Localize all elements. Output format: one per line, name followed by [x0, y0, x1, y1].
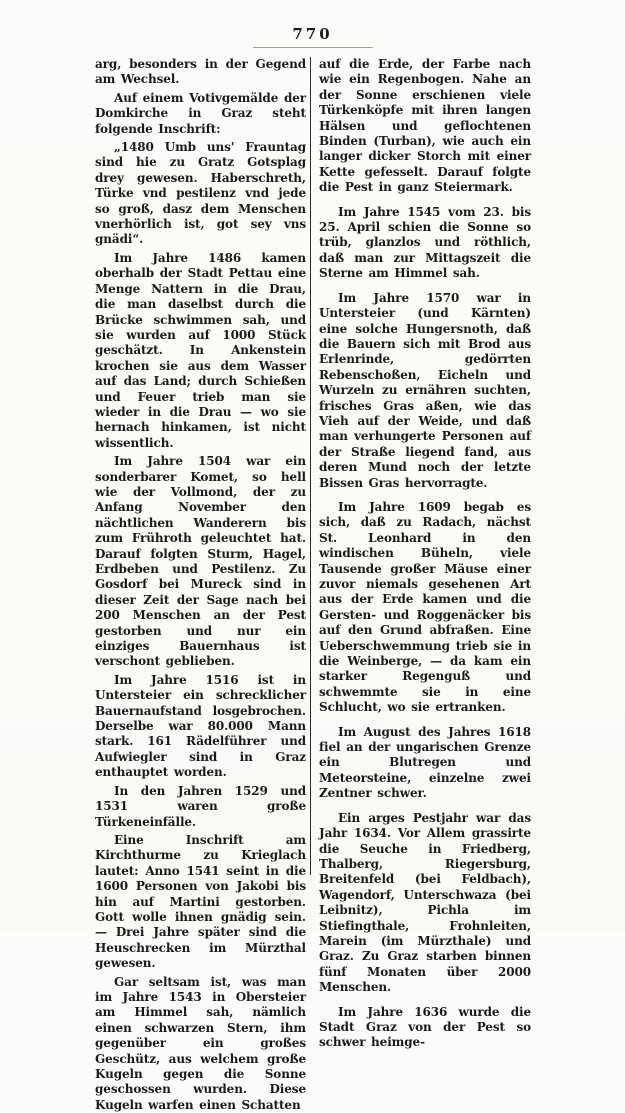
paragraph: arg, besonders in der Gegend am Wechsel. — [95, 57, 306, 87]
paragraph: Im August des Jahres 1618 fiel an der ungarischen Grenze ein Blutregen und Meteorsteine, einzelne zwei Zentner schwer. — [319, 724, 531, 801]
column-left — [95, 57, 306, 1113]
paragraph: Im Jahre 1516 ist in Untersteier ein schrecklicher Bauernaufstand losgebrochen. Derselbe war 80.000 Mann stark. 161 Rädelführer und Aufwiegler sind in Graz enthauptet worden. — [95, 672, 306, 780]
paragraph: In den Jahren 1529 und 1531 waren große Türkeneinfälle. — [95, 783, 306, 829]
column-right — [319, 57, 531, 1051]
paragraph: Im Jahre 1486 kamen oberhalb der Stadt Pettau eine Menge Nattern in die Drau, die man daselbst durch die Brücke schwimmen sah, und sie wurden auf 1000 Stück geschätzt. In Ankenstein krochen sie aus dem Wasser auf das Land; durch Schießen und Feuer trieb man sie wieder in die Drau — wo sie hernach hinkamen, ist nicht wissentlich. — [95, 250, 306, 450]
paragraph: Gar seltsam ist, was man im Jahre 1543 in Obersteier am Himmel sah, nämlich einen schwarzen Stern, ihm gegenüber ein großes Geschütz, aus welchem große Kugeln gegen die Sonne geschossen wurden. Diese Kugeln warfen einen Schatten — [95, 974, 306, 1112]
page-header — [0, 24, 625, 43]
paragraph: Ein arges Pestjahr war das Jahr 1634. Vor Allem grassirte die Seuche in Friedberg, Thalberg, Riegersburg, Breitenfeld (bei Feldbach), Wagendorf, Unterschwaza (bei Leibnitz), Pichla im Stiefingthale, Frohnleiten, Marein (im Mürzthale) und Graz. Zu Graz starben binnen fünf Monaten über 2000 Menschen. — [319, 810, 531, 995]
paragraph: Im Jahre 1609 begab es sich, daß zu Radach, nächst St. Leonhard in den windischen Büheln, viele Tausende großer Mäuse einer zuvor niemals gesehenen Art aus der Erde kamen und die Gersten- und Roggenäcker bis auf den Grund abfraßen. Eine Ueberschwemmung trieb sie in die Weinberge, — da kam ein starker Regenguß und schwemmte sie in eine Schlucht, wo sie ertranken. — [319, 499, 531, 715]
paragraph: Im Jahre 1570 war in Untersteier (und Kärnten) eine solche Hungersnoth, daß die Bauern sich mit Brod aus Erlenrinde, gedörrten Rebenschoßen, Eicheln und Wurzeln zu ernähren suchten, frisches Gras aßen, wie das Vieh auf der Weide, und daß man verhungerte Personen auf der Straße liegend fand, aus deren Mund noch der letzte Bissen Gras hervorragte. — [319, 290, 531, 490]
paragraph: Im Jahre 1636 wurde die Stadt Graz von der Pest so schwer heimge- — [319, 1004, 531, 1050]
page-number-rule — [253, 47, 373, 48]
paragraph: Im Jahre 1504 war ein sonderbarer Komet, so hell wie der Vollmond, der zu Anfang November den nächtlichen Wanderern bis zum Frühroth geleuchtet hat. Darauf folgten Sturm, Hagel, Erdbeben und Pestilenz. Zu Gosdorf bei Mureck sind in dieser Zeit der Sage nach bei 200 Menschen an der Pest gestorben und nur ein einziges Bauernhaus ist verschont geblieben. — [95, 454, 306, 669]
page-number: 770 — [292, 25, 333, 43]
column-divider — [310, 57, 311, 875]
paragraph: auf die Erde, der Farbe nach wie ein Regenbogen. Nahe an der Sonne erschienen viele Türkenköpfe mit ihren langen Hälsen und geflochtenen Binden (Turban), wie auch ein langer dicker Storch mit einer Kette gefesselt. Darauf folgte die Pest in ganz Steiermark. — [319, 57, 531, 195]
paragraph: Eine Inschrift am Kirchthurme zu Krieglach lautet: Anno 1541 seint in die 1600 Personen von Jakobi bis hin auf Martini gestorben. Gott wolle ihnen gnädig sein. — Drei Jahre später sind die Heuschrecken im Mürzthal gewesen. — [95, 832, 306, 971]
paragraph: Auf einem Votivgemälde der Domkirche in Graz steht folgende Inschrift: — [95, 90, 306, 136]
paragraph: Im Jahre 1545 vom 23. bis 25. April schien die Sonne so trüb, glanzlos und röthlich, daß man zur Mittagszeit die Sterne am Himmel sah. — [319, 204, 531, 281]
paragraph: „1480 Umb uns' Frauntag sind hie zu Gratz Gotsplag drey gewesen. Haberschreth, Türke vnd pestilenz vnd jede so groß, dasz dem Menschen vnerhörlich ist, got sey vns gnädi“. — [95, 140, 306, 247]
